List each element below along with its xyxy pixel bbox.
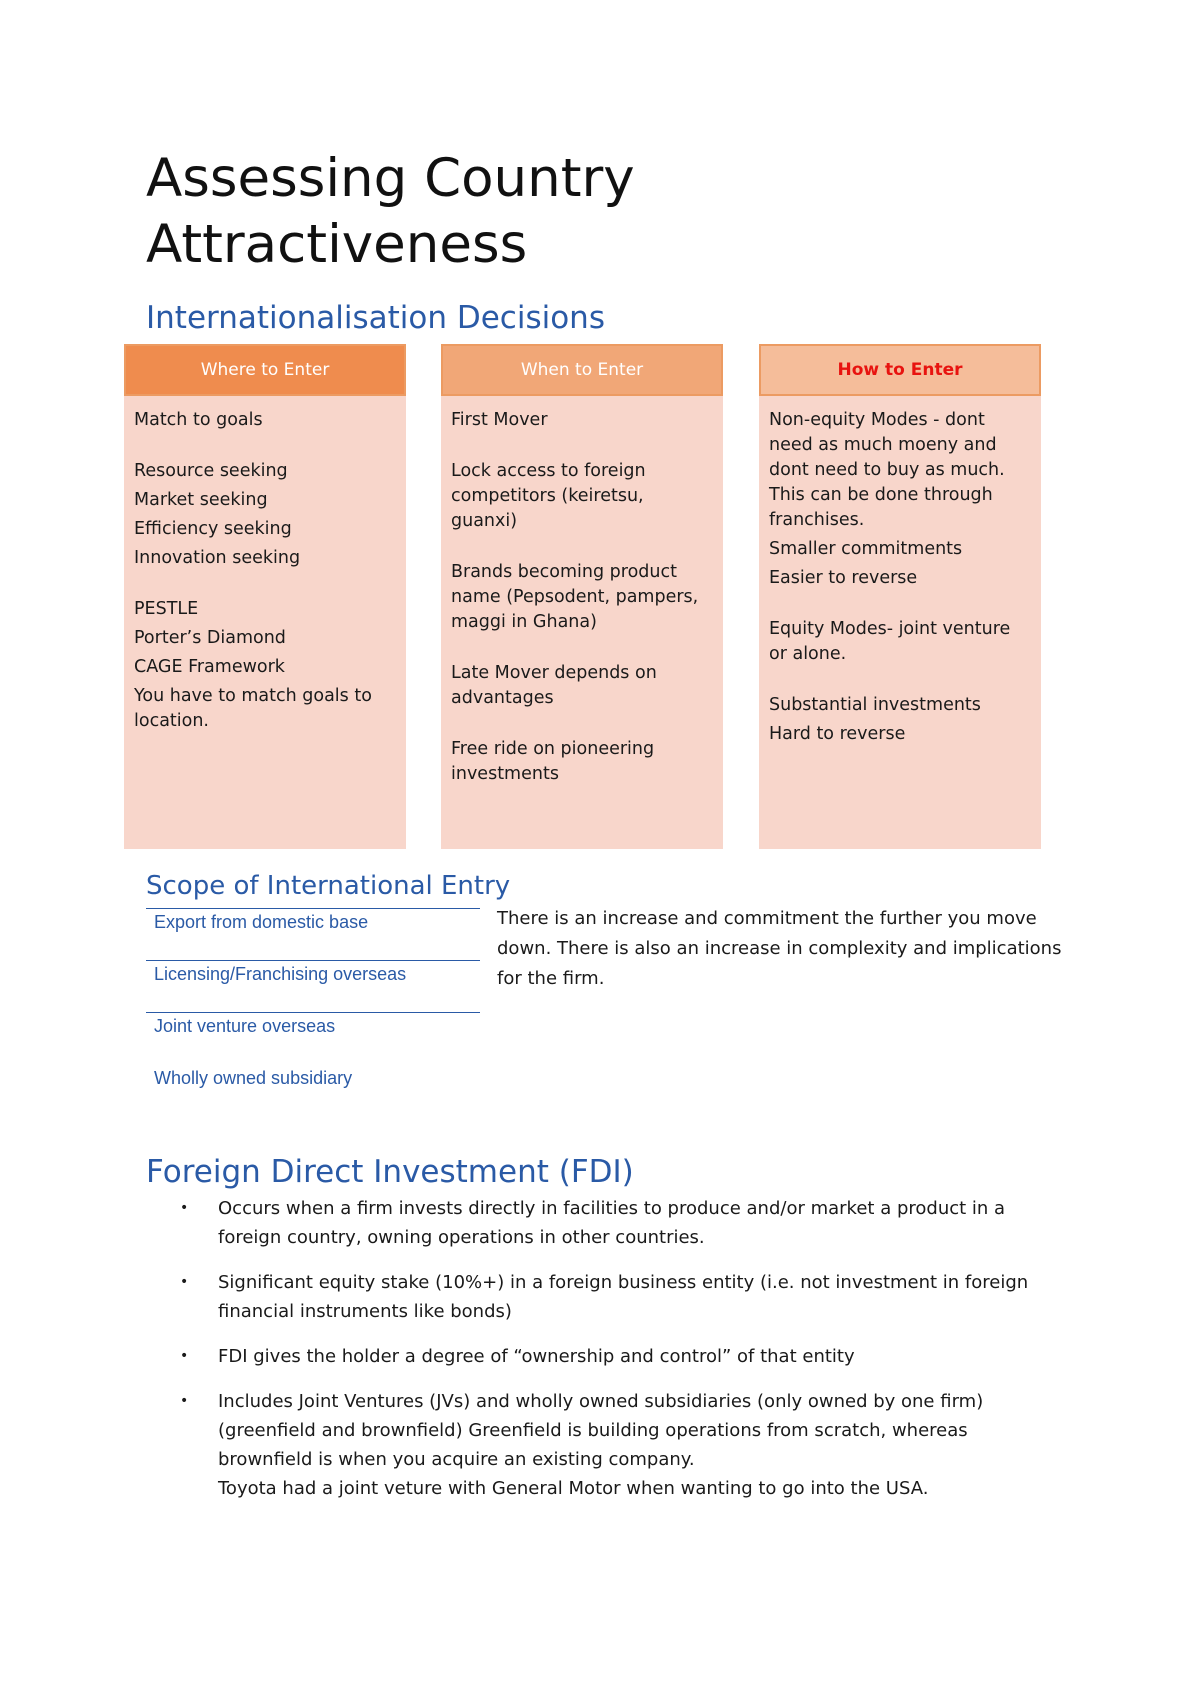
bullet-icon: • xyxy=(180,1200,189,1216)
fdi-bullet-text: Includes Joint Ventures (JVs) and wholly owned subsidiaries (only owned by one firm) (greenfield and brownfield) Greenfield is building operations from scratch, whereas brownfield is when you acquire an existing company. xyxy=(218,1391,984,1470)
title-line-2: Attractiveness xyxy=(146,214,528,275)
fdi-bullet-item xyxy=(180,1342,1060,1371)
fdi-bullet-item xyxy=(180,1194,1060,1252)
fdi-bullet-text: Significant equity stake (10%+) in a foreign business entity (i.e. not investment in foreign financial instruments like bonds) xyxy=(218,1272,1029,1322)
bullet-icon: • xyxy=(180,1348,189,1364)
fdi-bullet-list xyxy=(180,1194,1060,1519)
fdi-bullet-item xyxy=(180,1387,1060,1503)
fdi-bullet-item xyxy=(180,1268,1060,1326)
bullet-icon: • xyxy=(180,1274,189,1290)
scope-divider xyxy=(146,1012,480,1013)
title-line-1: Assessing Country xyxy=(146,148,635,209)
column-item: Free ride on pioneering investments xyxy=(451,739,655,784)
decision-column xyxy=(124,344,406,849)
column-item: Substantial investments xyxy=(769,695,981,715)
column-item: Hard to reverse xyxy=(769,724,906,744)
column-item: Non-equity Modes - dont need as much moeny and dont need to buy as much. This can be done through franchises. xyxy=(769,410,1005,530)
scope-item-licensing: Licensing/Franchising overseas xyxy=(154,964,407,984)
internationalisation-heading: Internationalisation Decisions xyxy=(146,300,605,336)
column-item: You have to match goals to location. xyxy=(134,686,372,731)
column-item: Smaller commitments xyxy=(769,539,963,559)
column-item: Resource seeking xyxy=(134,461,288,481)
scope-note: There is an increase and commitment the further you move down. There is also an increase in complexity and implications for the firm. xyxy=(497,908,1062,989)
column-item: Equity Modes- joint venture or alone. xyxy=(769,619,1011,664)
column-item: Brands becoming product name (Pepsodent, pampers, maggi in Ghana) xyxy=(451,562,699,632)
document-title xyxy=(146,146,846,278)
scope-item-export: Export from domestic base xyxy=(154,912,369,932)
column-item: Innovation seeking xyxy=(134,548,301,568)
column-body xyxy=(441,396,723,787)
scope-item-joint-venture: Joint venture overseas xyxy=(154,1016,336,1036)
column-header: How to Enter xyxy=(759,344,1041,396)
scope-divider xyxy=(146,908,480,909)
column-body xyxy=(759,396,1041,747)
scope-heading: Scope of International Entry xyxy=(146,871,511,901)
column-item: Match to goals xyxy=(134,410,263,430)
column-item: Late Mover depends on advantages xyxy=(451,663,657,708)
column-item: Easier to reverse xyxy=(769,568,918,588)
column-item: PESTLE xyxy=(134,599,199,619)
fdi-bullet-text: FDI gives the holder a degree of “ownership and control” of that entity xyxy=(218,1346,855,1367)
fdi-heading: Foreign Direct Investment (FDI) xyxy=(146,1154,634,1190)
fdi-bullet-text: Occurs when a firm invests directly in facilities to produce and/or market a product in a foreign country, owning operations in other countries. xyxy=(218,1198,1006,1248)
fdi-bullet-example: Toyota had a joint veture with General Motor when wanting to go into the USA. xyxy=(218,1478,929,1499)
scope-item-wholly-owned: Wholly owned subsidiary xyxy=(154,1068,353,1088)
decision-column xyxy=(441,344,723,849)
column-header: When to Enter xyxy=(441,344,723,396)
column-item: CAGE Framework xyxy=(134,657,285,677)
column-header: Where to Enter xyxy=(124,344,406,396)
scope-divider xyxy=(146,960,480,961)
decision-column xyxy=(759,344,1041,849)
column-item: Market seeking xyxy=(134,490,268,510)
bullet-icon: • xyxy=(180,1393,189,1409)
column-item: First Mover xyxy=(451,410,548,430)
column-body xyxy=(124,396,406,734)
column-item: Lock access to foreign competitors (keiretsu, guanxi) xyxy=(451,461,646,531)
column-item: Porter’s Diamond xyxy=(134,628,286,648)
column-item: Efficiency seeking xyxy=(134,519,292,539)
